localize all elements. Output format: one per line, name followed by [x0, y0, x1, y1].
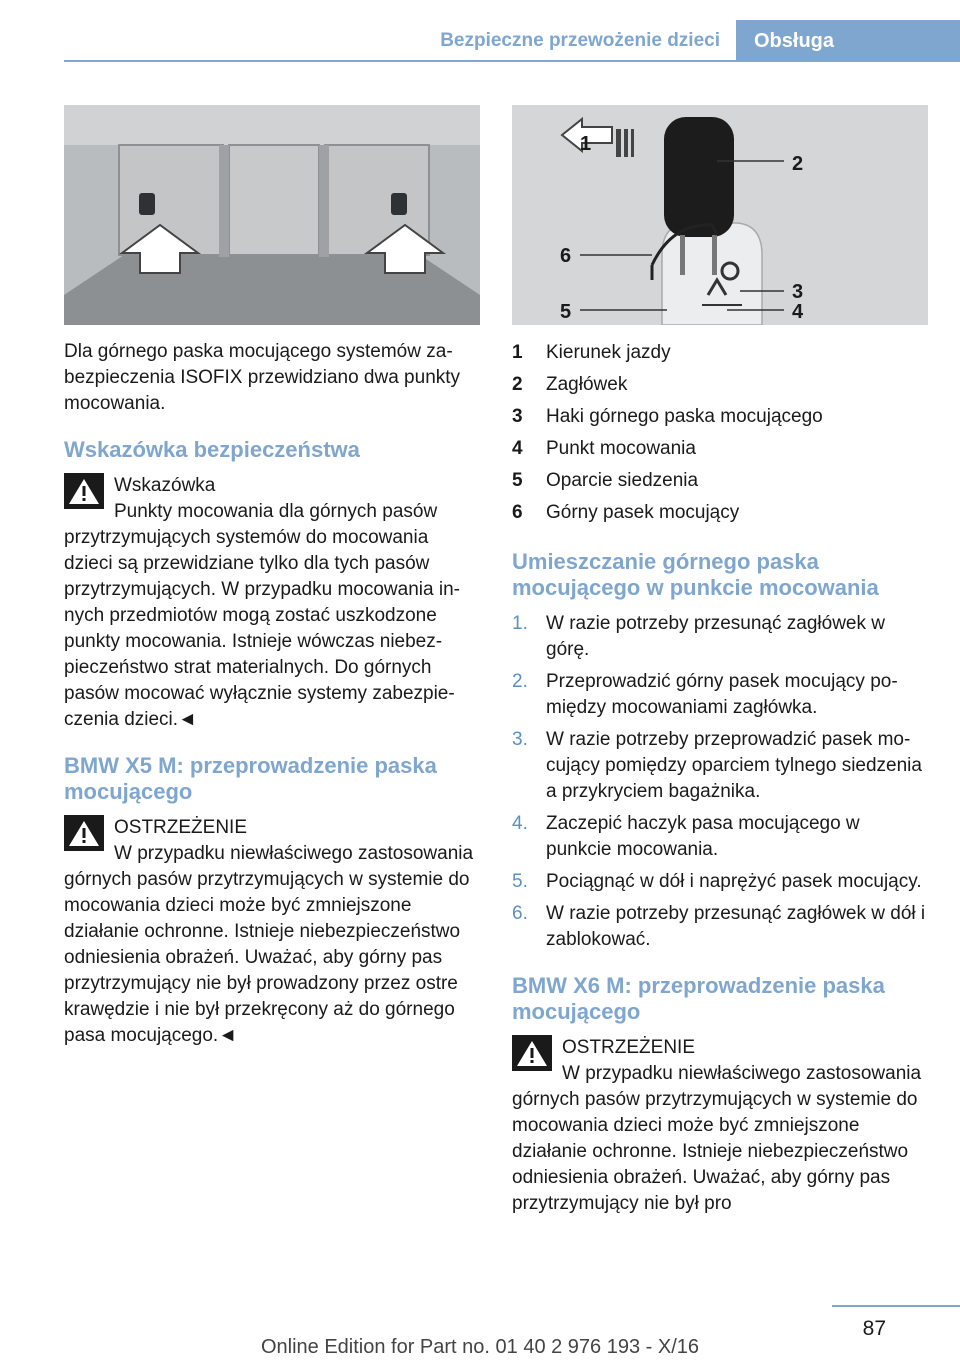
step-item [512, 669, 928, 721]
step-number: 6. [512, 903, 528, 924]
step-text: W razie potrzeby przeprowadzić pasek mocujący pomiędzy oparciem tylnego siedzenia a przykryciem bagażnika. [546, 729, 922, 802]
legend-number: 6 [512, 502, 523, 523]
safety-note-text: Punkty mocowania dla górnych pasów przytrzymujących systemów do mocowania dzieci są przewidziane tylko dla tych pasów przytrzymujących. W przypadku mocowania innych przedmiotów mogą zostać uszkodzone punkty mocowania. Istnieje wówczas niebezpieczeństwo strat materialnych. Do górnych pasów mocować wyłącznie systemy zabezpieczenia dzieci.◄ [64, 501, 460, 730]
right-column [512, 105, 928, 1225]
legend-item [512, 337, 928, 369]
luggage-anchor-photo [64, 105, 480, 325]
diagram-label-2: 2 [792, 153, 804, 175]
legend-text: Haki górnego paska mocującego [546, 406, 823, 427]
legend-text: Zagłówek [546, 374, 628, 395]
warning-triangle-icon [64, 473, 104, 509]
header-chapter-label: Obsługa [754, 30, 835, 52]
legend-item [512, 369, 928, 401]
step-text: Przeprowadzić górny pasek mocujący pomiędzy mocowaniami zagłówka. [546, 671, 898, 718]
placement-steps [512, 611, 928, 953]
legend-text: Kierunek jazdy [546, 342, 671, 363]
warning-triangle-icon [512, 1035, 552, 1071]
step-item [512, 611, 928, 663]
step-item [512, 727, 928, 805]
legend-number: 2 [512, 374, 523, 395]
step-item [512, 901, 928, 953]
x6-heading: BMW X6 M: przeprowadzenie paska mocującego [512, 973, 885, 1024]
footer-rule [832, 1305, 960, 1307]
diagram-label-5: 5 [560, 301, 572, 323]
placement-heading: Umieszczanie górnego paska mocującego w punkcie mocowania [512, 549, 879, 600]
step-number: 4. [512, 813, 528, 834]
legend-item [512, 401, 928, 433]
x5-heading: BMW X5 M: przeprowadzenie paska mocującego [64, 753, 437, 804]
x6-warning [512, 1035, 928, 1217]
safety-note-title: Wskazówka [114, 475, 216, 496]
warning-triangle-icon [64, 815, 104, 851]
intro-paragraph: Dla górnego paska mocującego systemów zabezpieczenia ISOFIX przewidziano dwa punkty mocowania. [64, 341, 461, 414]
step-item [512, 869, 928, 895]
legend-text: Punkt mocowania [546, 438, 696, 459]
x6-warning-title: OSTRZEŻENIE [562, 1037, 696, 1058]
safety-heading: Wskazówka bezpieczeństwa [64, 437, 360, 462]
step-item [512, 811, 928, 863]
diagram-label-4: 4 [792, 301, 804, 323]
legend-text: Oparcie siedzenia [546, 470, 699, 491]
step-text: W razie potrzeby przesunąć zagłówek w dół i zablokować. [546, 903, 926, 950]
step-number: 5. [512, 871, 528, 892]
x6-warning-text: W przypadku niewłaściwego zastosowania górnych pasów przytrzymujących w systemie do mocowania dzieci może być zmniejszone działanie ochronne. Istnieje niebezpieczeństwo odniesienia obrażeń. Uważać, aby górny pas przytrzymujący nie był pro [512, 1063, 922, 1214]
step-number: 3. [512, 729, 528, 750]
header-section-title: Bezpieczne przewożenie dzieci [440, 30, 720, 51]
step-text: W razie potrzeby przesunąć zagłówek w górę. [546, 613, 885, 660]
legend-text: Górny pasek mocujący [546, 502, 740, 523]
legend-number: 3 [512, 406, 523, 427]
diagram-legend [512, 337, 928, 529]
diagram-label-6: 6 [560, 245, 572, 267]
legend-item [512, 433, 928, 465]
step-text: Zaczepić haczyk pasa mocującego w punkcie mocowania. [546, 813, 860, 860]
diagram-label-1: 1 [580, 133, 592, 155]
step-number: 1. [512, 613, 528, 634]
step-text: Pociągnąć w dół i naprężyć pasek mocujący. [546, 871, 922, 892]
left-column [64, 105, 480, 1057]
x5-warning-text: W przypadku niewłaściwego zastosowania górnych pasów przytrzymujących w systemie do mocowania dzieci może być zmniejszone działanie ochronne. Istnieje niebezpieczeństwo odniesienia obrażeń. Uważać, aby górny pas przytrzymujący nie był prowadzony przez ostre krawędzie i nie był przekręcony aż do górnego pasa mocującego.◄ [64, 843, 474, 1046]
legend-number: 1 [512, 342, 523, 363]
x5-warning-title: OSTRZEŻENIE [114, 817, 248, 838]
legend-item [512, 465, 928, 497]
legend-number: 5 [512, 470, 523, 491]
legend-item [512, 497, 928, 529]
safety-note [64, 473, 480, 733]
edition-footer: Online Edition for Part no. 01 40 2 976 193 - X/16 [260, 1336, 700, 1358]
page-number: 87 [862, 1317, 886, 1340]
header-chapter-tab [736, 20, 960, 62]
diagram-label-3: 3 [792, 281, 804, 303]
step-number: 2. [512, 671, 528, 692]
legend-number: 4 [512, 438, 523, 459]
headrest-diagram [512, 105, 928, 325]
x5-warning [64, 815, 480, 1049]
